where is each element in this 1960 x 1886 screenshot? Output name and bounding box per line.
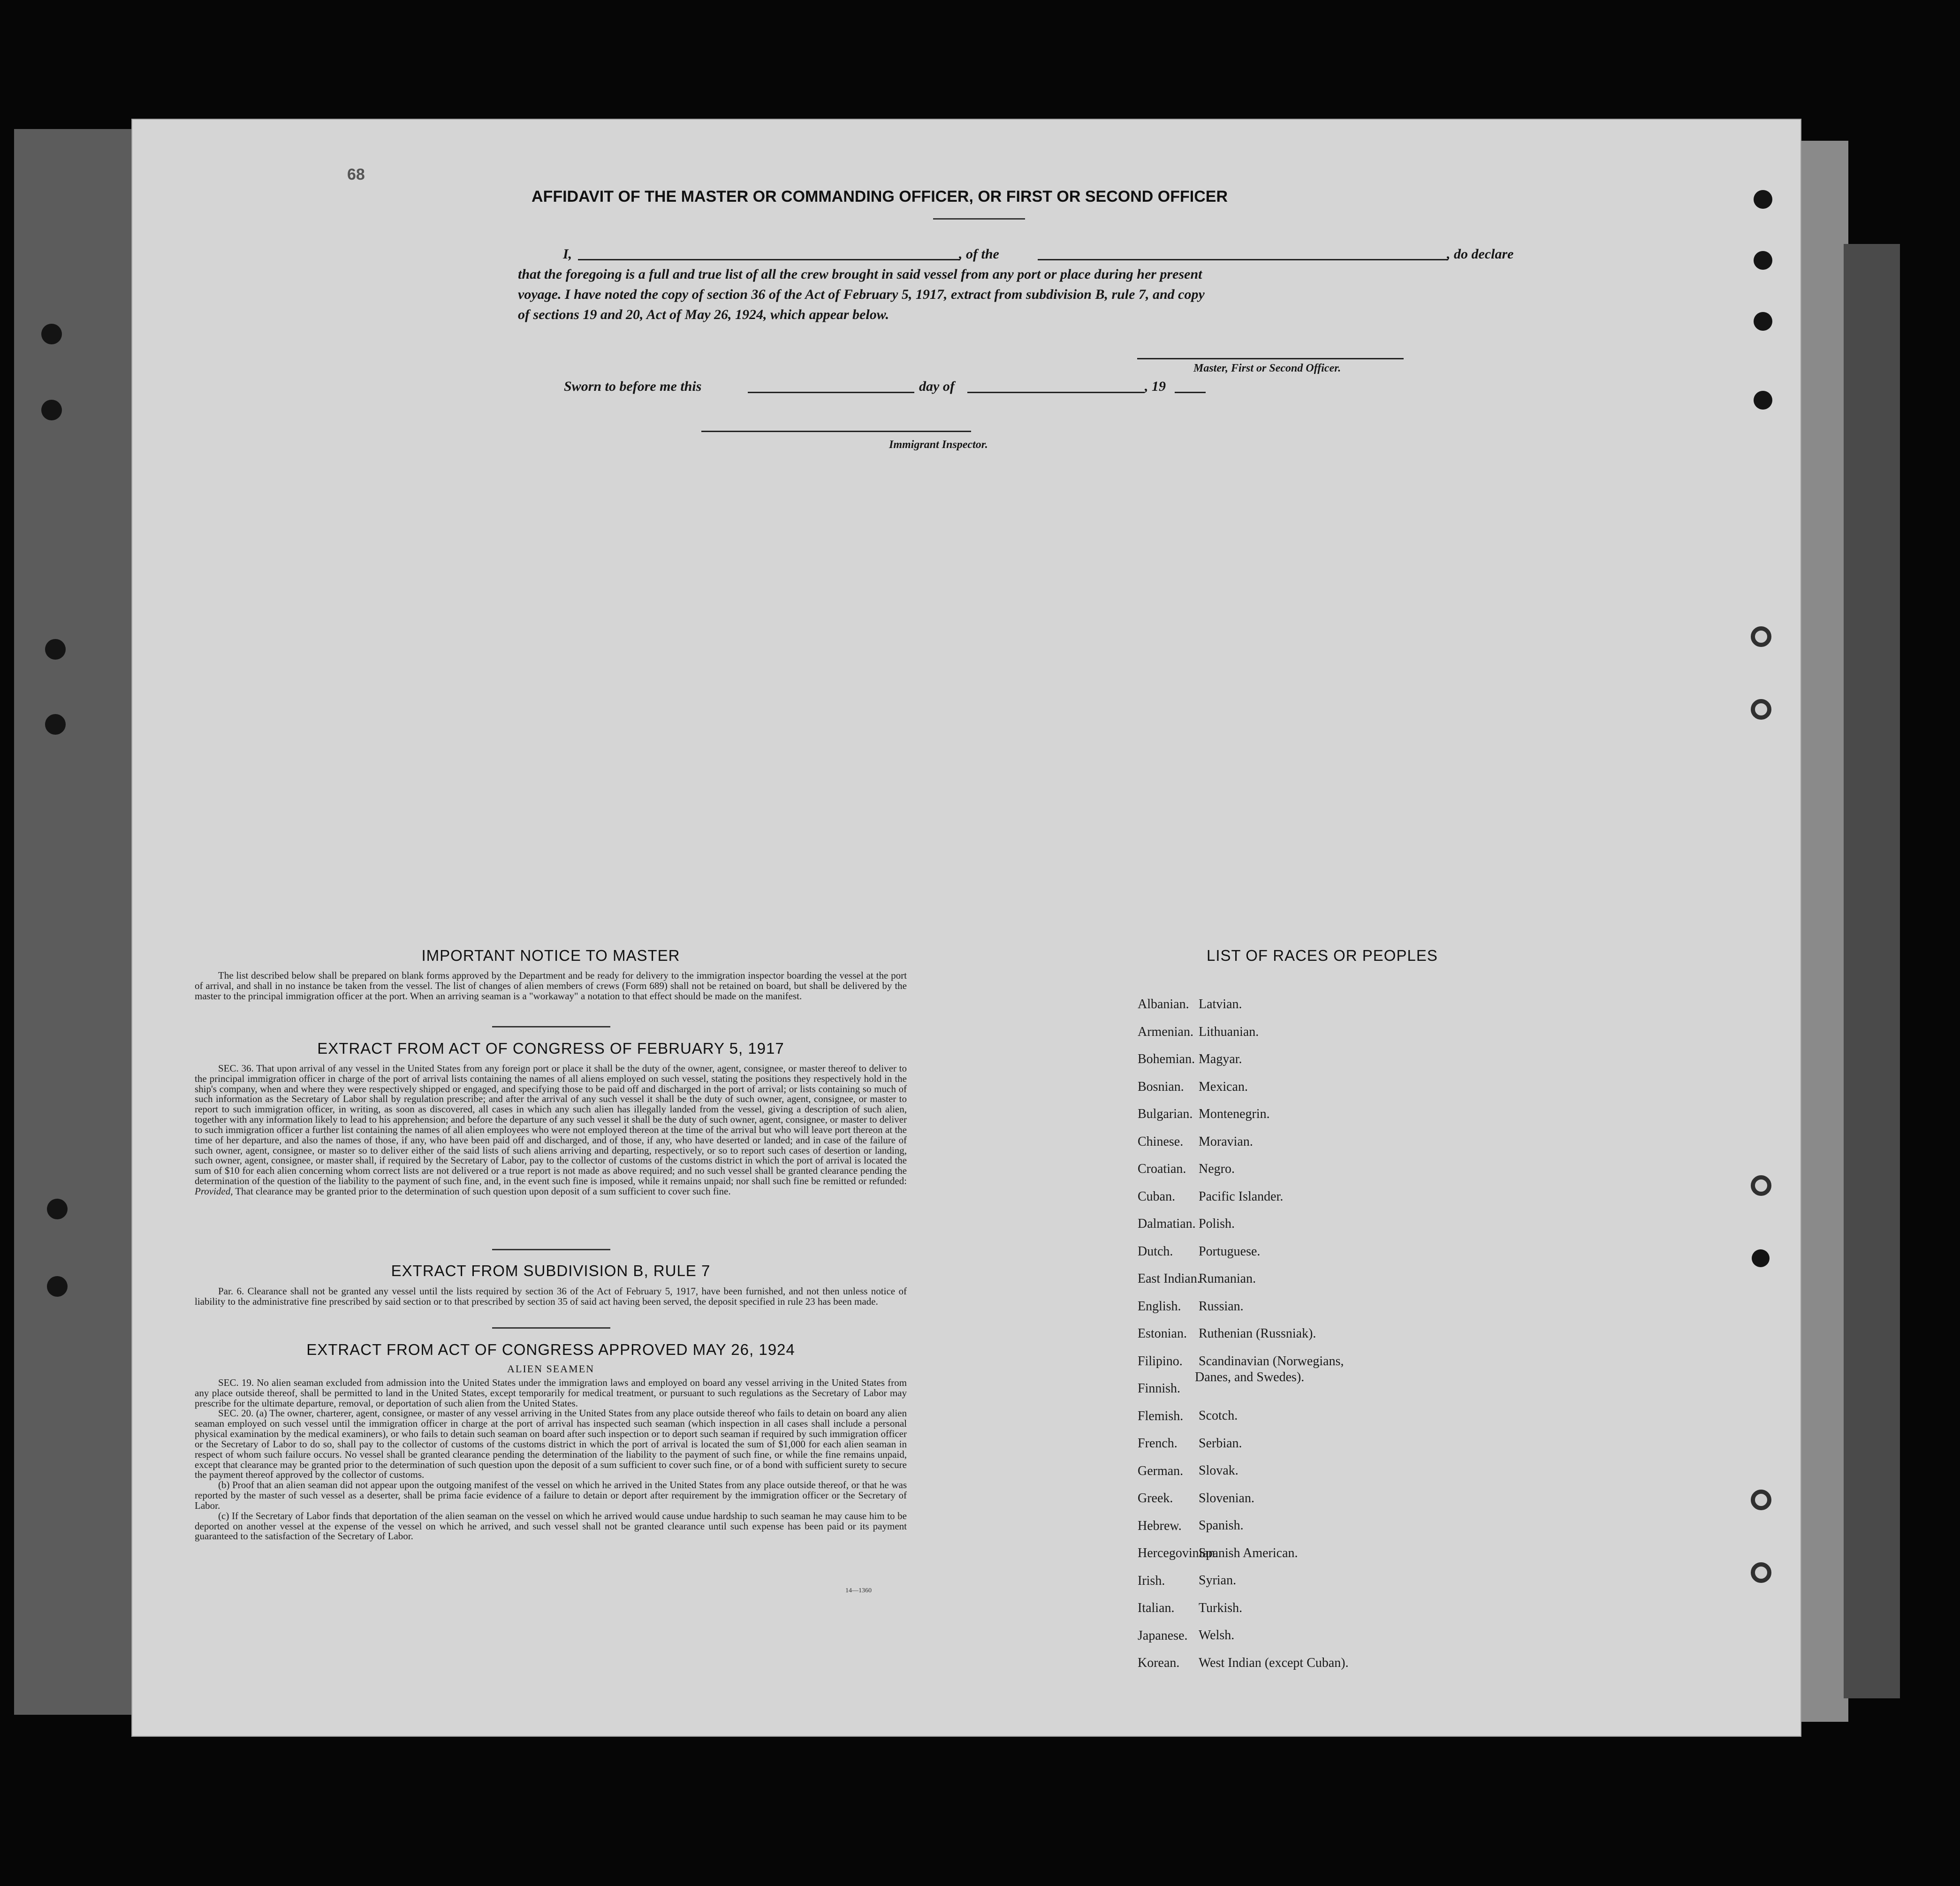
extract-1917-title: EXTRACT FROM ACT OF CONGRESS OF FEBRUARY 5, 1917 [317, 1040, 784, 1057]
race-item: Negro. [1199, 1162, 1235, 1176]
binder-hole [45, 639, 66, 660]
race-item: German. [1138, 1463, 1184, 1478]
race-item: Korean. [1138, 1656, 1180, 1670]
race-item: West Indian (except Cuban). [1199, 1655, 1349, 1670]
race-item-continuation: Danes, and Swedes). [1195, 1369, 1305, 1384]
binder-hole [41, 324, 62, 344]
race-item: Welsh. [1199, 1628, 1235, 1643]
race-item: Montenegrin. [1199, 1107, 1270, 1121]
year-label: , 19 [1145, 379, 1166, 394]
declarant-name-field[interactable] [578, 259, 960, 260]
race-item: Slovak. [1199, 1463, 1238, 1478]
race-item: Syrian. [1199, 1573, 1237, 1588]
declarant-prefix: I, [563, 246, 572, 262]
inspector-signature-field[interactable] [701, 431, 971, 432]
sec-19-paragraph: SEC. 19. No alien seaman excluded from admission into the United States under the immigration laws and employed on board any vessel arriving in the United States from any place outside thereof, shall be permitted to land in the United States, except temporarily for medical treatment, or pursuant to such regulations as the Secretary of Labor may prescribe for the ultimate departure, removal, or deportation of such alien from the United States. [195, 1377, 907, 1409]
subdivision-b-title: EXTRACT FROM SUBDIVISION B, RULE 7 [391, 1262, 711, 1279]
master-signature-field[interactable] [1137, 358, 1404, 359]
notice-body [195, 971, 907, 1001]
punch-ring [1751, 1562, 1771, 1583]
binder-hole [47, 1199, 68, 1219]
race-item: Chinese. [1138, 1134, 1184, 1149]
section-rule [492, 1249, 610, 1250]
race-item: Japanese. [1138, 1628, 1188, 1643]
race-item: East Indian. [1138, 1271, 1200, 1286]
binder-hole [45, 714, 66, 735]
of-the-label: , of the [959, 246, 999, 262]
sec-36-text-a: SEC. 36. That upon arrival of any vessel in the United States from any foreign port or place it shall be the duty of the owner, agent, consignee, or master thereof to deliver to the principal immigration officer in charge of the port of arrival lists containing the names of all aliens employed on such vessel, stating the positions they respectively hold in the ship's company, when and where they were respectively shipped or engaged, and specifying those to be paid off and discharged in the port of arrival; or lists containing so much of such information as the Secretary of Labor shall by regulation prescribe; and after the arrival of any such vessel it shall be the duty of such owner, agent, consignee, or master to report to such immigration officer, in writing, as soon as discovered, all cases in which any such alien has illegally landed from the vessel, giving a description of such alien, together with any information likely to lead to his apprehension; and before the departure of any such vessel it shall be the duty of such owner, agent, consignee, or master to deliver to such immigration officer a further list containing the names of all alien employees who were not employed thereon at the time of the arrival but who will leave port thereon at the time of her departure, and also the names of those, if any, who have been paid off and discharged, and of those, if any, who have deserted or landed; and in case of the failure of such owner, agent, consignee, or master so to deliver either of the said lists of such aliens arriving and departing, respectively, or so to report such cases of desertion or landing, such owner, agent, consignee, or master shall, if required by the Secretary of Labor, pay to the collector of customs of the customs district in which the port of arrival is located the sum of $10 for each alien concerning whom correct lists are not delivered or a true report is not made as above required; and no such vessel shall be granted clearance pending the determination of the question of the liability to the payment of such fine, and, in the event such fine is imposed, while it remains unpaid; nor shall such fine be remitted or refunded: [195, 1063, 907, 1187]
race-item: English. [1138, 1299, 1181, 1314]
race-item: Croatian. [1138, 1162, 1186, 1176]
race-item: Moravian. [1199, 1134, 1253, 1149]
punch-hole [1754, 251, 1772, 270]
affidavit-title: AFFIDAVIT OF THE MASTER OR COMMANDING OFFICER, OR FIRST OR SECOND OFFICER [532, 188, 1228, 205]
race-item: Lithuanian. [1199, 1024, 1259, 1039]
race-item: Hercegovinian. [1138, 1546, 1218, 1560]
race-item: Spanish. [1199, 1518, 1244, 1533]
race-item: Magyar. [1199, 1052, 1242, 1066]
affidavit-text-line-2: voyage. I have noted the copy of section 36 of the Act of February 5, 1917, extract from subdivision B, rule 7, and copy [518, 287, 1205, 302]
day-of-label: day of [919, 379, 955, 394]
page-number: 68 [347, 166, 365, 183]
race-item: Spanish American. [1199, 1545, 1298, 1560]
affidavit-text-line-1: that the foregoing is a full and true list of all the crew brought in said vessel from any port or place during her present [518, 266, 1202, 282]
race-item: Irish. [1138, 1573, 1165, 1588]
title-rule [933, 218, 1025, 220]
race-item: Estonian. [1138, 1326, 1187, 1341]
race-item: Finnish. [1138, 1381, 1181, 1396]
race-item: Flemish. [1138, 1408, 1184, 1423]
race-item: Mexican. [1199, 1079, 1248, 1094]
punch-hole [1754, 312, 1772, 331]
race-item: Serbian. [1199, 1436, 1242, 1451]
race-item: Bohemian. [1138, 1052, 1195, 1066]
affidavit-page [132, 120, 1800, 1736]
race-item: Dalmatian. [1138, 1217, 1196, 1231]
punch-ring [1751, 1175, 1771, 1196]
race-item: Rumanian. [1199, 1271, 1256, 1286]
race-item: Armenian. [1138, 1024, 1193, 1039]
do-declare-label: , do declare [1447, 246, 1514, 262]
section-rule [492, 1327, 610, 1329]
punch-hole [1754, 391, 1772, 410]
race-item: Dutch. [1138, 1244, 1173, 1259]
race-item: Pacific Islander. [1199, 1189, 1284, 1204]
sworn-day-field[interactable] [748, 392, 914, 393]
underlying-page-right-edge [1844, 244, 1900, 1698]
sworn-month-field[interactable] [967, 392, 1145, 393]
race-item: Slovenian. [1199, 1491, 1254, 1506]
race-item: Scandinavian (Norwegians, [1199, 1354, 1344, 1369]
punch-hole [1754, 190, 1772, 209]
races-title: LIST OF RACES OR PEOPLES [1207, 947, 1438, 964]
extract-1924-title: EXTRACT FROM ACT OF CONGRESS APPROVED MAY 26, 1924 [306, 1341, 795, 1358]
race-item: Latvian. [1199, 997, 1242, 1011]
vessel-name-field[interactable] [1038, 259, 1448, 260]
sec-20b-paragraph: (b) Proof that an alien seaman did not appear upon the outgoing manifest of the vessel on which he arrived in the United States from any place outside thereof, or that he was reported by the master of such vessel as a deserter, shall be prima facie evidence of a failure to detain or deport after requirement by the immigration officer or the Secretary of Labor. [195, 1479, 907, 1511]
race-item: Russian. [1199, 1299, 1244, 1314]
rule-7-paragraph: Par. 6. Clearance shall not be granted any vessel until the lists required by section 36 of the Act of February 5, 1917, have been furnished, and not then unless notice of liability to the administrative fine prescribed by said section or to that prescribed by section 35 of said act having been served, the deposit specified in rule 23 has been made. [195, 1285, 907, 1307]
race-item: Cuban. [1138, 1189, 1176, 1204]
sworn-year-field[interactable] [1175, 392, 1206, 393]
race-item: Scotch. [1199, 1408, 1238, 1423]
race-item: Ruthenian (Russniak). [1199, 1326, 1316, 1341]
race-item: Hebrew. [1138, 1518, 1182, 1533]
extract-1924-body [195, 1378, 907, 1542]
notice-title: IMPORTANT NOTICE TO MASTER [421, 947, 680, 964]
sworn-label: Sworn to before me this [564, 379, 702, 394]
binder-hole [41, 400, 62, 420]
subdivision-b-body [195, 1286, 907, 1307]
race-item: Turkish. [1199, 1600, 1243, 1615]
section-rule [492, 1026, 610, 1027]
alien-seamen-subtitle: ALIEN SEAMEN [507, 1363, 594, 1375]
punch-ring [1751, 699, 1771, 720]
race-item: Albanian. [1138, 997, 1189, 1011]
sec-36-text-b: That clearance may be granted prior to the determination of such question upon deposit of a sum sufficient to cover such fine. [233, 1185, 731, 1197]
race-item: Greek. [1138, 1491, 1173, 1506]
sec-20a-paragraph: SEC. 20. (a) The owner, charterer, agent, consignee, or master of any vessel arriving in the United States from any place outside thereof who fails to detain on board any alien seaman employed on such vessel until the immigration officer in charge at the port of arrival has inspected such seaman (which inspection in all cases shall include a personal physical examination by the medical examiners), or who fails to detain such seaman on board after such inspection or to deport such seaman if required by such immigration officer or the Secretary of Labor to do so, shall pay to the collector of customs of the customs district in which the port of arrival is located the sum of $1,000 for each alien seaman in respect of whom such failure occurs. No vessel shall be granted clearance pending the determination of the liability to the payment of such fine, or while the fine remains unpaid, except that clearance may be granted prior to the determination of such question upon the deposit of a sum sufficient to cover such fine, or of a bond with sufficient surety to secure the payment thereof approved by the collector of customs. [195, 1407, 907, 1481]
race-item: Portuguese. [1199, 1244, 1261, 1259]
binder-hole [47, 1276, 68, 1297]
affidavit-text-line-3: of sections 19 and 20, Act of May 26, 1924, which appear below. [518, 307, 889, 322]
form-number: 14—1360 [845, 1587, 872, 1594]
inspector-signature-label: Immigrant Inspector. [889, 439, 988, 451]
sec-20c-paragraph: (c) If the Secretary of Labor finds that deportation of the alien seaman on the vessel on which he arrived would cause undue hardship to such seaman he may cause him to be deported on another vessel at the expense of the vessel on which he arrived, and such vessel shall not be granted clearance until such expense has been paid or its payment guaranteed to the satisfaction of the Secretary of Labor. [195, 1510, 907, 1542]
race-item: Bosnian. [1138, 1079, 1184, 1094]
master-signature-label: Master, First or Second Officer. [1193, 362, 1341, 374]
punch-ring [1751, 626, 1771, 647]
provided-word: Provided, [195, 1185, 233, 1197]
race-item: Filipino. [1138, 1354, 1183, 1369]
extract-1917-body [195, 1064, 907, 1197]
race-item: Italian. [1138, 1601, 1175, 1615]
punch-ring [1751, 1490, 1771, 1510]
race-item: French. [1138, 1436, 1178, 1451]
punch-hole [1752, 1249, 1770, 1267]
race-item: Polish. [1199, 1217, 1235, 1231]
race-item: Bulgarian. [1138, 1107, 1193, 1121]
notice-paragraph: The list described below shall be prepared on blank forms approved by the Department and be ready for delivery to the immigration inspector boarding the vessel at the port of arrival, and shall in no instance be taken from the vessel. The list of changes of alien members of crews (Form 689) shall not be retained on board, but shall be delivered by the master to the principal immigration officer at the port. When an arriving seaman is a "workaway" a notation to that effect should be made on the manifest. [195, 970, 907, 1002]
